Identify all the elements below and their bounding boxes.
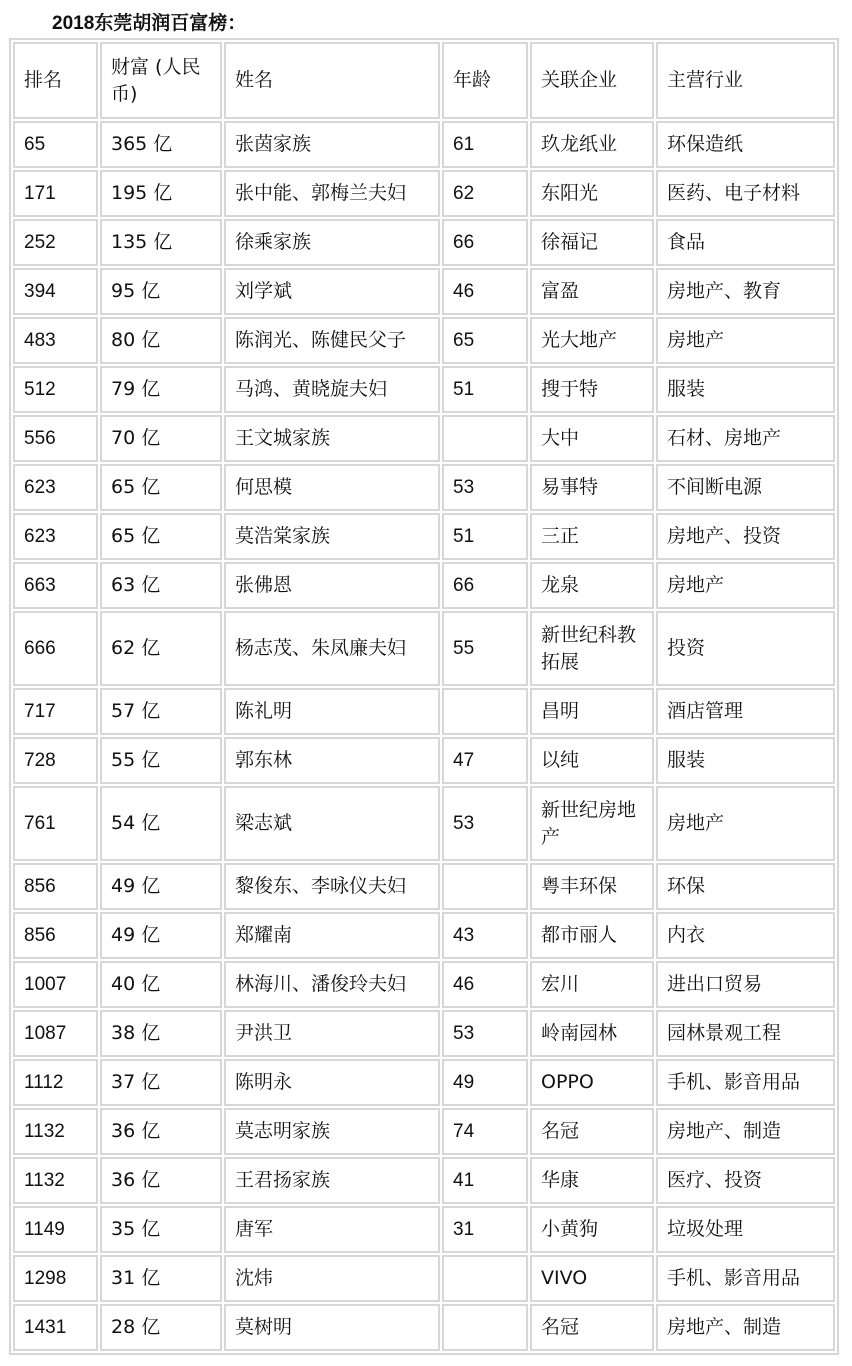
industry-cell: 投资 [656, 611, 835, 686]
age-cell: 65 [442, 317, 528, 364]
company-cell: OPPO [530, 1059, 654, 1106]
name-cell: 陈礼明 [224, 688, 440, 735]
wealth-cell: 65 亿 [100, 513, 222, 560]
age-cell: 46 [442, 961, 528, 1008]
company-cell: VIVO [530, 1255, 654, 1302]
rank-cell: 761 [13, 786, 98, 861]
age-cell: 41 [442, 1157, 528, 1204]
header-rank: 排名 [13, 42, 98, 119]
header-wealth: 财富 (人民币) [100, 42, 222, 119]
rank-cell: 1149 [13, 1206, 98, 1253]
industry-cell: 房地产、投资 [656, 513, 835, 560]
wealth-cell: 49 亿 [100, 863, 222, 910]
wealth-cell: 38 亿 [100, 1010, 222, 1057]
table-row [13, 317, 835, 364]
header-age: 年龄 [442, 42, 528, 119]
rank-cell: 623 [13, 464, 98, 511]
wealth-cell: 55 亿 [100, 737, 222, 784]
company-cell: 玖龙纸业 [530, 121, 654, 168]
wealth-cell: 195 亿 [100, 170, 222, 217]
name-cell: 莫志明家族 [224, 1108, 440, 1155]
table-row [13, 121, 835, 168]
wealth-cell: 28 亿 [100, 1304, 222, 1351]
rank-cell: 252 [13, 219, 98, 266]
age-cell: 31 [442, 1206, 528, 1253]
industry-cell: 医疗、投资 [656, 1157, 835, 1204]
name-cell: 莫树明 [224, 1304, 440, 1351]
industry-cell: 环保造纸 [656, 121, 835, 168]
industry-cell: 石材、房地产 [656, 415, 835, 462]
wealth-cell: 36 亿 [100, 1108, 222, 1155]
company-cell: 小黄狗 [530, 1206, 654, 1253]
name-cell: 尹洪卫 [224, 1010, 440, 1057]
age-cell: 51 [442, 366, 528, 413]
wealth-cell: 36 亿 [100, 1157, 222, 1204]
table-row [13, 611, 835, 686]
rank-cell: 856 [13, 912, 98, 959]
wealth-cell: 57 亿 [100, 688, 222, 735]
table-row [13, 415, 835, 462]
wealth-cell: 63 亿 [100, 562, 222, 609]
age-cell: 49 [442, 1059, 528, 1106]
name-cell: 刘学斌 [224, 268, 440, 315]
industry-cell: 手机、影音用品 [656, 1255, 835, 1302]
rank-cell: 171 [13, 170, 98, 217]
rank-cell: 1298 [13, 1255, 98, 1302]
age-cell [442, 863, 528, 910]
table-row [13, 366, 835, 413]
name-cell: 郑耀南 [224, 912, 440, 959]
age-cell: 62 [442, 170, 528, 217]
wealth-cell: 65 亿 [100, 464, 222, 511]
company-cell: 名冠 [530, 1108, 654, 1155]
table-row [13, 1157, 835, 1204]
industry-cell: 房地产、制造 [656, 1304, 835, 1351]
table-row [13, 219, 835, 266]
company-cell: 宏川 [530, 961, 654, 1008]
age-cell: 66 [442, 219, 528, 266]
wealth-cell: 37 亿 [100, 1059, 222, 1106]
rank-cell: 666 [13, 611, 98, 686]
name-cell: 马鸿、黄晓旋夫妇 [224, 366, 440, 413]
name-cell: 陈明永 [224, 1059, 440, 1106]
name-cell: 徐乘家族 [224, 219, 440, 266]
company-cell: 以纯 [530, 737, 654, 784]
age-cell: 53 [442, 1010, 528, 1057]
table-header-row [13, 42, 835, 119]
rank-cell: 556 [13, 415, 98, 462]
table-row [13, 1059, 835, 1106]
table-row [13, 912, 835, 959]
company-cell: 昌明 [530, 688, 654, 735]
industry-cell: 食品 [656, 219, 835, 266]
age-cell: 61 [442, 121, 528, 168]
company-cell: 东阳光 [530, 170, 654, 217]
rank-cell: 856 [13, 863, 98, 910]
rank-cell: 728 [13, 737, 98, 784]
company-cell: 名冠 [530, 1304, 654, 1351]
industry-cell: 房地产 [656, 317, 835, 364]
name-cell: 杨志茂、朱凤廉夫妇 [224, 611, 440, 686]
rank-cell: 1132 [13, 1157, 98, 1204]
industry-cell: 手机、影音用品 [656, 1059, 835, 1106]
wealth-cell: 79 亿 [100, 366, 222, 413]
name-cell: 莫浩棠家族 [224, 513, 440, 560]
table-row [13, 688, 835, 735]
name-cell: 张中能、郭梅兰夫妇 [224, 170, 440, 217]
rank-cell: 623 [13, 513, 98, 560]
header-company: 关联企业 [530, 42, 654, 119]
company-cell: 龙泉 [530, 562, 654, 609]
rank-cell: 1007 [13, 961, 98, 1008]
rank-cell: 717 [13, 688, 98, 735]
page-title: 2018东莞胡润百富榜： [52, 13, 247, 34]
table-row [13, 170, 835, 217]
table-row [13, 562, 835, 609]
industry-cell: 房地产、制造 [656, 1108, 835, 1155]
age-cell: 53 [442, 786, 528, 861]
rank-cell: 663 [13, 562, 98, 609]
company-cell: 富盈 [530, 268, 654, 315]
name-cell: 王文城家族 [224, 415, 440, 462]
industry-cell: 医药、电子材料 [656, 170, 835, 217]
name-cell: 黎俊东、李咏仪夫妇 [224, 863, 440, 910]
age-cell [442, 415, 528, 462]
industry-cell: 酒店管理 [656, 688, 835, 735]
wealth-cell: 35 亿 [100, 1206, 222, 1253]
industry-cell: 环保 [656, 863, 835, 910]
table-row [13, 1206, 835, 1253]
company-cell: 三正 [530, 513, 654, 560]
wealth-cell: 70 亿 [100, 415, 222, 462]
age-cell: 46 [442, 268, 528, 315]
header-name: 姓名 [224, 42, 440, 119]
wealth-cell: 62 亿 [100, 611, 222, 686]
name-cell: 郭东林 [224, 737, 440, 784]
age-cell: 53 [442, 464, 528, 511]
age-cell: 66 [442, 562, 528, 609]
wealth-cell: 54 亿 [100, 786, 222, 861]
industry-cell: 内衣 [656, 912, 835, 959]
age-cell [442, 1255, 528, 1302]
name-cell: 唐军 [224, 1206, 440, 1253]
age-cell [442, 1304, 528, 1351]
wealth-cell: 95 亿 [100, 268, 222, 315]
company-cell: 大中 [530, 415, 654, 462]
name-cell: 沈炜 [224, 1255, 440, 1302]
table-row [13, 1010, 835, 1057]
wealth-cell: 80 亿 [100, 317, 222, 364]
header-industry: 主营行业 [656, 42, 835, 119]
company-cell: 岭南园林 [530, 1010, 654, 1057]
rank-cell: 1132 [13, 1108, 98, 1155]
name-cell: 王君扬家族 [224, 1157, 440, 1204]
company-cell: 搜于特 [530, 366, 654, 413]
table-row [13, 513, 835, 560]
industry-cell: 房地产、教育 [656, 268, 835, 315]
company-cell: 光大地产 [530, 317, 654, 364]
industry-cell: 不间断电源 [656, 464, 835, 511]
age-cell: 51 [442, 513, 528, 560]
wealth-cell: 49 亿 [100, 912, 222, 959]
table-row [13, 1255, 835, 1302]
table-row [13, 737, 835, 784]
table-row [13, 268, 835, 315]
name-cell: 梁志斌 [224, 786, 440, 861]
wealth-cell: 31 亿 [100, 1255, 222, 1302]
wealth-cell: 135 亿 [100, 219, 222, 266]
company-cell: 易事特 [530, 464, 654, 511]
age-cell: 74 [442, 1108, 528, 1155]
company-cell: 粤丰环保 [530, 863, 654, 910]
age-cell: 47 [442, 737, 528, 784]
industry-cell: 房地产 [656, 562, 835, 609]
table-row [13, 464, 835, 511]
wealth-cell: 40 亿 [100, 961, 222, 1008]
industry-cell: 进出口贸易 [656, 961, 835, 1008]
industry-cell: 服装 [656, 366, 835, 413]
age-cell: 43 [442, 912, 528, 959]
name-cell: 张茵家族 [224, 121, 440, 168]
table-row [13, 1304, 835, 1351]
table-row [13, 961, 835, 1008]
company-cell: 新世纪房地产 [530, 786, 654, 861]
table-body [13, 121, 835, 1351]
company-cell: 徐福记 [530, 219, 654, 266]
name-cell: 陈润光、陈健民父子 [224, 317, 440, 364]
age-cell: 55 [442, 611, 528, 686]
name-cell: 林海川、潘俊玲夫妇 [224, 961, 440, 1008]
table-row [13, 786, 835, 861]
rank-cell: 1087 [13, 1010, 98, 1057]
industry-cell: 园林景观工程 [656, 1010, 835, 1057]
industry-cell: 房地产 [656, 786, 835, 861]
industry-cell: 垃圾处理 [656, 1206, 835, 1253]
rank-cell: 394 [13, 268, 98, 315]
rank-cell: 483 [13, 317, 98, 364]
rank-cell: 1431 [13, 1304, 98, 1351]
wealth-cell: 365 亿 [100, 121, 222, 168]
rich-list-table [9, 38, 839, 1355]
company-cell: 新世纪科教拓展 [530, 611, 654, 686]
rank-cell: 65 [13, 121, 98, 168]
name-cell: 何思模 [224, 464, 440, 511]
company-cell: 都市丽人 [530, 912, 654, 959]
table-row [13, 863, 835, 910]
name-cell: 张佛恩 [224, 562, 440, 609]
table-row [13, 1108, 835, 1155]
rank-cell: 512 [13, 366, 98, 413]
age-cell [442, 688, 528, 735]
rank-cell: 1112 [13, 1059, 98, 1106]
company-cell: 华康 [530, 1157, 654, 1204]
industry-cell: 服装 [656, 737, 835, 784]
